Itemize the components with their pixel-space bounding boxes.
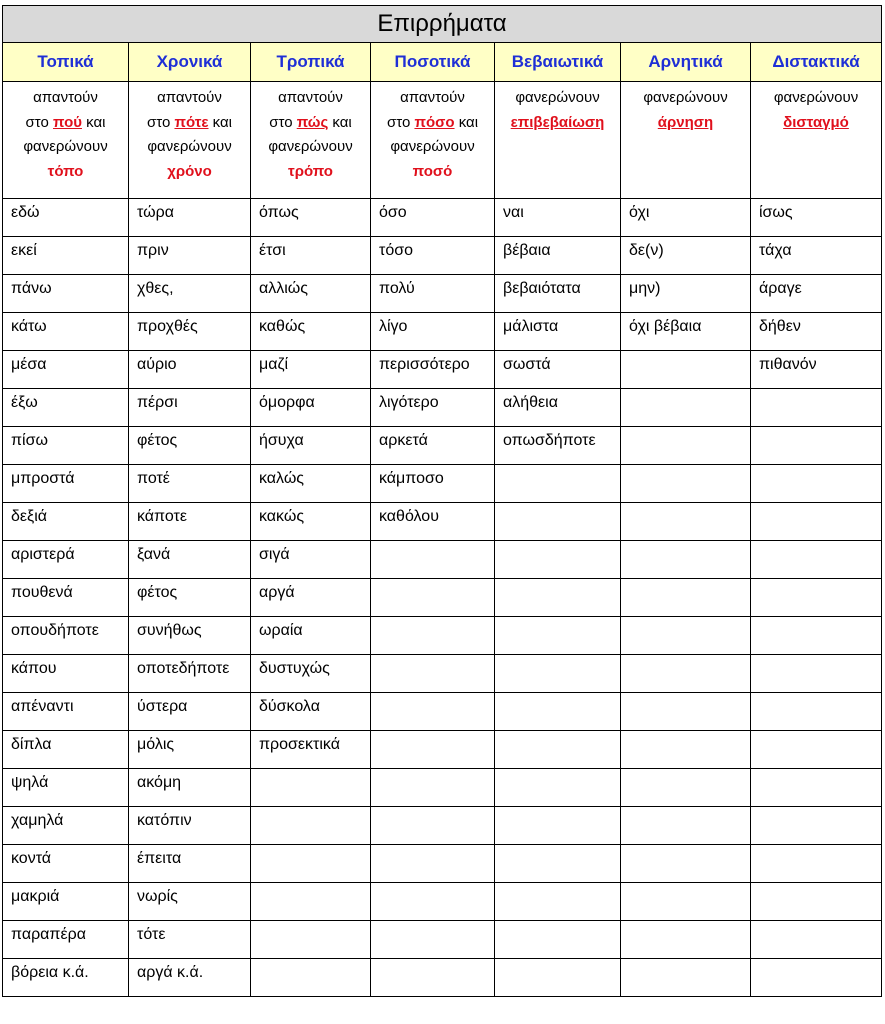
highlighted-term: πότε (174, 113, 209, 131)
description-line (251, 111, 370, 136)
adverb-cell (495, 883, 621, 921)
adverb-cell: βέβαια (495, 237, 621, 275)
adverb-cell: προχθές (129, 313, 251, 351)
adverb-cell (251, 845, 371, 883)
column-description (495, 82, 621, 199)
highlighted-term: χρόνο (167, 162, 212, 180)
adverb-cell (621, 351, 751, 389)
adverb-cell (621, 921, 751, 959)
column-header: Τοπικά (3, 43, 129, 82)
adverb-cell (751, 541, 882, 579)
adverb-cell (371, 883, 495, 921)
adverb-cell: μακριά (3, 883, 129, 921)
description-text: φανερώνουν (147, 138, 232, 155)
description-line (495, 111, 620, 136)
description-line (129, 86, 250, 111)
adverb-cell: κοντά (3, 845, 129, 883)
adverb-cell (371, 845, 495, 883)
description-text: απαντούν (33, 89, 98, 106)
table-row (3, 731, 882, 769)
table-row (3, 313, 882, 351)
adverb-cell: λιγότερο (371, 389, 495, 427)
adverb-cell: έπειτα (129, 845, 251, 883)
adverb-cell: πριν (129, 237, 251, 275)
description-text: φανερώνουν (390, 138, 475, 155)
adverb-cell: οπουδήποτε (3, 617, 129, 655)
adverb-cell: πολύ (371, 275, 495, 313)
adverb-cell: μέσα (3, 351, 129, 389)
adverb-cell (371, 731, 495, 769)
adverb-cell: απέναντι (3, 693, 129, 731)
adverb-cell: καλώς (251, 465, 371, 503)
description-line (371, 111, 494, 136)
adverb-cell (251, 921, 371, 959)
table-row (3, 351, 882, 389)
description-text: και (81, 113, 106, 131)
adverb-cell (251, 959, 371, 997)
adverb-cell: αργά (251, 579, 371, 617)
adverb-cell: δήθεν (751, 313, 882, 351)
column-header: Αρνητικά (621, 43, 751, 82)
adverb-cell: κάπου (3, 655, 129, 693)
adverb-cell: φέτος (129, 579, 251, 617)
column-header: Ποσοτικά (371, 43, 495, 82)
adverb-cell (751, 921, 882, 959)
description-text: φανερώνουν (643, 89, 728, 106)
table-row (3, 237, 882, 275)
column-description (129, 82, 251, 199)
description-text: και (454, 113, 479, 131)
description-text: απαντούν (278, 89, 343, 106)
highlighted-term: δισταγμό (783, 113, 849, 131)
adverb-cell (495, 617, 621, 655)
adverb-cell: δύσκολα (251, 693, 371, 731)
adverb-cell (621, 655, 751, 693)
table-title: Επιρρήματα (3, 6, 882, 43)
column-description (621, 82, 751, 199)
adverb-cell: ξανά (129, 541, 251, 579)
adverb-cell: χαμηλά (3, 807, 129, 845)
adverb-cell: καθόλου (371, 503, 495, 541)
highlighted-term: πού (53, 113, 82, 131)
column-header: Βεβαιωτικά (495, 43, 621, 82)
description-text: στο (269, 113, 297, 131)
adverb-cell: πιθανόν (751, 351, 882, 389)
adverb-cell: αρκετά (371, 427, 495, 465)
description-line (371, 160, 494, 185)
column-description (251, 82, 371, 199)
adverb-cell (495, 541, 621, 579)
adverb-cell: κακώς (251, 503, 371, 541)
column-description (371, 82, 495, 199)
adverb-cell (251, 807, 371, 845)
adverb-cell (751, 959, 882, 997)
adverb-cell: μαζί (251, 351, 371, 389)
table-row (3, 275, 882, 313)
adverb-cell (621, 465, 751, 503)
adverb-cell: δίπλα (3, 731, 129, 769)
adverb-cell: όχι (621, 199, 751, 237)
adverb-cell: βόρεια κ.ά. (3, 959, 129, 997)
adverb-cell (495, 731, 621, 769)
description-line (495, 86, 620, 111)
adverb-cell: κάμποσο (371, 465, 495, 503)
adverb-cell: πουθενά (3, 579, 129, 617)
adverb-cell: περισσότερο (371, 351, 495, 389)
description-line (621, 86, 750, 111)
adverb-cell (371, 959, 495, 997)
adverb-cell: ωραία (251, 617, 371, 655)
table-row (3, 389, 882, 427)
description-line (621, 111, 750, 136)
highlighted-term: ποσό (412, 162, 453, 180)
adverb-cell: άραγε (751, 275, 882, 313)
description-text: φανερώνουν (515, 89, 600, 106)
adverb-cell (751, 693, 882, 731)
description-text: και (328, 113, 352, 131)
adverb-cell: κάτω (3, 313, 129, 351)
adverb-cell: οπωσδήποτε (495, 427, 621, 465)
adverb-cell: αύριο (129, 351, 251, 389)
adverb-cell (621, 427, 751, 465)
adverb-cell (371, 769, 495, 807)
adverb-cell (495, 655, 621, 693)
adverb-cell (751, 389, 882, 427)
adverb-cell: φέτος (129, 427, 251, 465)
table-row (3, 427, 882, 465)
adverb-cell: δε(ν) (621, 237, 751, 275)
adverb-cell (621, 769, 751, 807)
adverb-cell: μόλις (129, 731, 251, 769)
column-description (3, 82, 129, 199)
adverb-cell: όμορφα (251, 389, 371, 427)
adverb-cell: ψηλά (3, 769, 129, 807)
adverb-cell: αργά κ.ά. (129, 959, 251, 997)
adverb-cell: σιγά (251, 541, 371, 579)
adverb-cell (251, 769, 371, 807)
description-line (3, 135, 128, 160)
description-line (3, 160, 128, 185)
adverb-cell: αριστερά (3, 541, 129, 579)
adverb-cell: όσο (371, 199, 495, 237)
adverb-cell (621, 845, 751, 883)
table-row (3, 693, 882, 731)
adverb-cell: μπροστά (3, 465, 129, 503)
adverb-cell: προσεκτικά (251, 731, 371, 769)
adverb-cell: νωρίς (129, 883, 251, 921)
adverb-cell: ποτέ (129, 465, 251, 503)
adverb-cell: ακόμη (129, 769, 251, 807)
adverb-cell: μάλιστα (495, 313, 621, 351)
column-header: Χρονικά (129, 43, 251, 82)
adverb-cell (751, 465, 882, 503)
adverb-cell (621, 503, 751, 541)
table-row (3, 921, 882, 959)
table-row (3, 199, 882, 237)
adverb-cell (495, 807, 621, 845)
adverb-cell: έτσι (251, 237, 371, 275)
highlighted-term: πόσο (414, 113, 455, 131)
description-text: φανερώνουν (773, 89, 859, 106)
adverb-cell: οποτεδήποτε (129, 655, 251, 693)
table-row (3, 959, 882, 997)
adverb-cell: βεβαιότατα (495, 275, 621, 313)
table-row (3, 465, 882, 503)
adverb-cell (371, 921, 495, 959)
adverb-cell: αλήθεια (495, 389, 621, 427)
adverb-cell: μην) (621, 275, 751, 313)
adverb-cell: δεξιά (3, 503, 129, 541)
adverb-cell (251, 883, 371, 921)
adverb-cell: χθες, (129, 275, 251, 313)
description-line (251, 86, 370, 111)
highlighted-term: επιβεβαίωση (510, 113, 605, 131)
adverb-cell (495, 465, 621, 503)
adverb-cell (621, 617, 751, 655)
adverb-cell (495, 921, 621, 959)
adverb-cell (371, 617, 495, 655)
table-row (3, 655, 882, 693)
table-row (3, 845, 882, 883)
description-text: στο (146, 113, 175, 131)
description-line (251, 135, 370, 160)
adverb-cell: λίγο (371, 313, 495, 351)
adverb-cell (371, 541, 495, 579)
description-line (129, 135, 250, 160)
adverb-cell: ίσως (751, 199, 882, 237)
adverb-cell: όχι βέβαια (621, 313, 751, 351)
adverb-cell: εδώ (3, 199, 129, 237)
table-row (3, 807, 882, 845)
adverb-cell: κατόπιν (129, 807, 251, 845)
description-text: απαντούν (400, 89, 465, 106)
adverb-cell (495, 693, 621, 731)
adverb-cell (621, 389, 751, 427)
description-text: φανερώνουν (268, 138, 353, 155)
adverb-cell: πάνω (3, 275, 129, 313)
adverb-cell (371, 693, 495, 731)
adverb-cell (751, 655, 882, 693)
description-row (3, 82, 882, 199)
description-line (3, 111, 128, 136)
highlighted-term: πώς (296, 113, 329, 131)
adverb-cell (621, 693, 751, 731)
adverb-cell: ύστερα (129, 693, 251, 731)
adverb-cell: συνήθως (129, 617, 251, 655)
description-line (371, 135, 494, 160)
adverb-cell: τώρα (129, 199, 251, 237)
adverb-cell (621, 731, 751, 769)
table-row (3, 883, 882, 921)
adverb-cell: ήσυχα (251, 427, 371, 465)
adverb-cell: όπως (251, 199, 371, 237)
description-text: στο (386, 113, 415, 131)
description-line (751, 111, 881, 136)
adverb-cell: καθώς (251, 313, 371, 351)
description-line (3, 86, 128, 111)
adverb-cell: τάχα (751, 237, 882, 275)
adverb-cell (371, 807, 495, 845)
highlighted-term: άρνηση (657, 113, 714, 131)
adverb-cell (621, 579, 751, 617)
table-row (3, 617, 882, 655)
adverb-cell (751, 503, 882, 541)
adverb-cell (751, 845, 882, 883)
column-header: Τροπικά (251, 43, 371, 82)
adverb-cell (751, 769, 882, 807)
description-text: και (208, 113, 233, 131)
adverb-cell (621, 807, 751, 845)
adverb-cell: παραπέρα (3, 921, 129, 959)
adverb-cell (495, 769, 621, 807)
title-row (3, 6, 882, 43)
description-line (129, 111, 250, 136)
description-text: στο (25, 113, 53, 131)
adverb-cell (751, 617, 882, 655)
adverb-cell: πίσω (3, 427, 129, 465)
adverb-cell: ναι (495, 199, 621, 237)
adverb-cell (495, 959, 621, 997)
column-header: Διστακτικά (751, 43, 882, 82)
adverb-cell: εκεί (3, 237, 129, 275)
adverb-cell (751, 807, 882, 845)
adverb-cell (751, 883, 882, 921)
description-text: απαντούν (157, 89, 222, 106)
description-line (129, 160, 250, 185)
adverb-cell: πέρσι (129, 389, 251, 427)
adverb-cell (371, 655, 495, 693)
table-row (3, 769, 882, 807)
adverb-cell: κάποτε (129, 503, 251, 541)
table-row (3, 579, 882, 617)
header-row (3, 43, 882, 82)
adverb-cell (495, 845, 621, 883)
adverb-cell (751, 731, 882, 769)
column-description (751, 82, 882, 199)
highlighted-term: τρόπο (288, 162, 333, 180)
adverb-cell: τότε (129, 921, 251, 959)
highlighted-term: τόπο (47, 162, 84, 180)
description-text: φανερώνουν (23, 138, 108, 155)
adverb-cell (621, 883, 751, 921)
adverb-cell: δυστυχώς (251, 655, 371, 693)
adverb-cell (495, 503, 621, 541)
description-line (251, 160, 370, 185)
table-row (3, 503, 882, 541)
adverb-cell: σωστά (495, 351, 621, 389)
adverb-cell (751, 579, 882, 617)
adverb-cell (495, 579, 621, 617)
table-row (3, 541, 882, 579)
adverb-cell (621, 541, 751, 579)
adverbs-table (2, 5, 882, 997)
adverb-cell (371, 579, 495, 617)
adverb-cell: τόσο (371, 237, 495, 275)
description-line (751, 86, 881, 111)
adverb-cell (621, 959, 751, 997)
adverb-cell (751, 427, 882, 465)
adverbs-sheet (2, 5, 881, 997)
description-line (371, 86, 494, 111)
adverb-cell: αλλιώς (251, 275, 371, 313)
adverb-cell: έξω (3, 389, 129, 427)
